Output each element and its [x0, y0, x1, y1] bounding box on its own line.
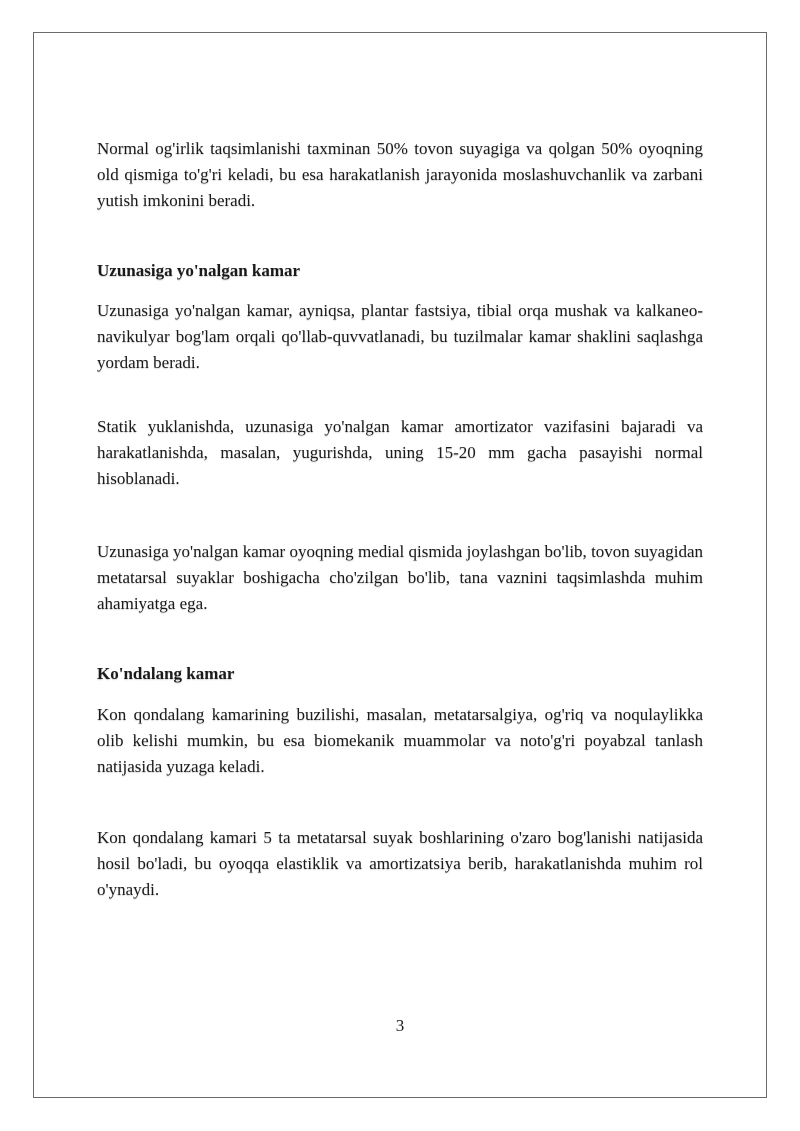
transverse-arch-paragraph-1: Kon qondalang kamarining buzilishi, masalan, metatarsalgiya, og'riq va noqulaylikka olib kelishi mumkin, bu esa biomekanik muammolar va noto'g'ri poyabzal tanlash natijasida yuzaga keladi. — [97, 705, 703, 776]
section-heading-longitudinal-arch: Uzunasiga yo'nalgan kamar — [97, 261, 301, 280]
longitudinal-arch-paragraph-3: Uzunasiga yo'nalgan kamar oyoqning medial qismida joylashgan bo'lib, tovon suyagidan metatarsal suyaklar boshigacha cho'zilgan bo'lib, tana vaznini taqsimlashda muhim ahamiyatga ega. — [97, 542, 703, 613]
intro-paragraph: Normal og'irlik taqsimlanishi taxminan 50% tovon suyagiga va qolgan 50% oyoqning old qismiga to'g'ri keladi, bu esa harakatlanish jarayonida moslashuvchanlik va zarbani yutish imkonini beradi. — [97, 139, 703, 210]
section-heading-transverse-arch: Ko'ndalang kamar — [97, 664, 235, 683]
page-number: 3 — [395, 1016, 405, 1035]
longitudinal-arch-paragraph-2: Statik yuklanishda, uzunasiga yo'nalgan kamar amortizator vazifasini bajaradi va harakatlanishda, masalan, yugurishda, uning 15-20 mm gacha pasayishi normal hisoblanadi. — [97, 417, 703, 488]
longitudinal-arch-paragraph-1: Uzunasiga yo'nalgan kamar, ayniqsa, plantar fastsiya, tibial orqa mushak va kalkaneo-navikulyar bog'lam orqali qo'llab-quvvatlanadi, bu tuzilmalar kamar shaklini saqlashga yordam beradi. — [97, 301, 703, 372]
transverse-arch-paragraph-2: Kon qondalang kamari 5 ta metatarsal suyak boshlarining o'zaro bog'lanishi natijasida hosil bo'ladi, bu oyoqqa elastiklik va amortizatsiya berib, harakatlanishda muhim rol o'ynaydi. — [97, 828, 703, 899]
